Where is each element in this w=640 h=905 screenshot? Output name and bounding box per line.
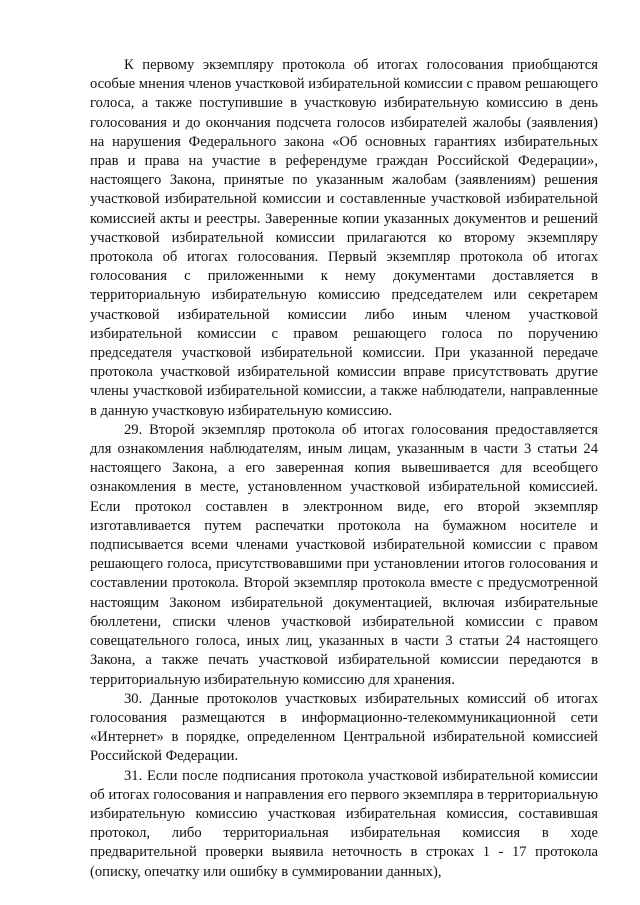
paragraph-31: 31. Если после подписания протокола участковой избирательной комиссии об итогах голосования и направления его первого экземпляра в территориальную избирательную комиссию участковая избирательная комиссия, составившая протокол, либо территориальная избирательная комиссия в ходе предварительной проверки выявила неточность в строках 1 - 17 протокола (описку, опечатку или ошибку в суммировании данных),: [90, 767, 598, 880]
paragraph-30: 30. Данные протоколов участковых избирательных комиссий об итогах голосования размещаются в информационно-телекоммуникационной сети «Интернет» в порядке, определенном Центральной избирательной комиссией Российской Федерации.: [90, 690, 598, 765]
paragraph-protocol-attachments: К первому экземпляру протокола об итогах голосования приобщаются особые мнения членов участковой избирательной комиссии с правом решающего голоса, а также поступившие в участковую избирательную комиссию в день голосования и до окончания подсчета голосов избирателей жалобы (заявления) на нарушения Федерального закона «Об основных гарантиях избирательных прав и права на участие в референдуме граждан Российской Федерации», настоящего Закона, принятые по указанным жалобам (заявлениям) решения участковой избирательной комиссии и составленные участковой избирательной комиссией акты и реестры. Заверенные копии указанных документов и решений участковой избирательной комиссии прилагаются ко второму экземпляру протокола об итогах голосования. Первый экземпляр протокола об итогах голосования с приложенными к нему документами доставляется в территориальную избирательную комиссию председателем или секретарем участковой избирательной комиссии либо иным членом участковой избирательной комиссии с правом решающего голоса по поручению председателя участковой избирательной комиссии. При указанной передаче протокола участковой избирательной комиссии вправе присутствовать другие члены участковой избирательной комиссии, а также наблюдатели, направленные в данную участковую избирательную комиссию.: [90, 57, 598, 419]
document-page: [90, 56, 598, 882]
paragraph-29: 29. Второй экземпляр протокола об итогах голосования предоставляется для ознакомления наблюдателям, иным лицам, указанным в части 3 статьи 24 настоящего Закона, а его заверенная копия вывешивается для всеобщего ознакомления в месте, установленном участковой избирательной комиссией. Если протокол составлен в электронном виде, его второй экземпляр изготавливается путем распечатки протокола на бумажном носителе и подписывается всеми членами участковой избирательной комиссии с правом решающего голоса, присутствовавшими при установлении итогов голосования и составлении протокола. Второй экземпляр протокола вместе с предусмотренной настоящим Законом избирательной документацией, включая избирательные бюллетени, списки членов участковой избирательной комиссии с правом совещательного голоса, иных лиц, указанных в части 3 статьи 24 настоящего Закона, а также печать участковой избирательной комиссии передаются в территориальную избирательную комиссию для хранения.: [90, 421, 598, 688]
